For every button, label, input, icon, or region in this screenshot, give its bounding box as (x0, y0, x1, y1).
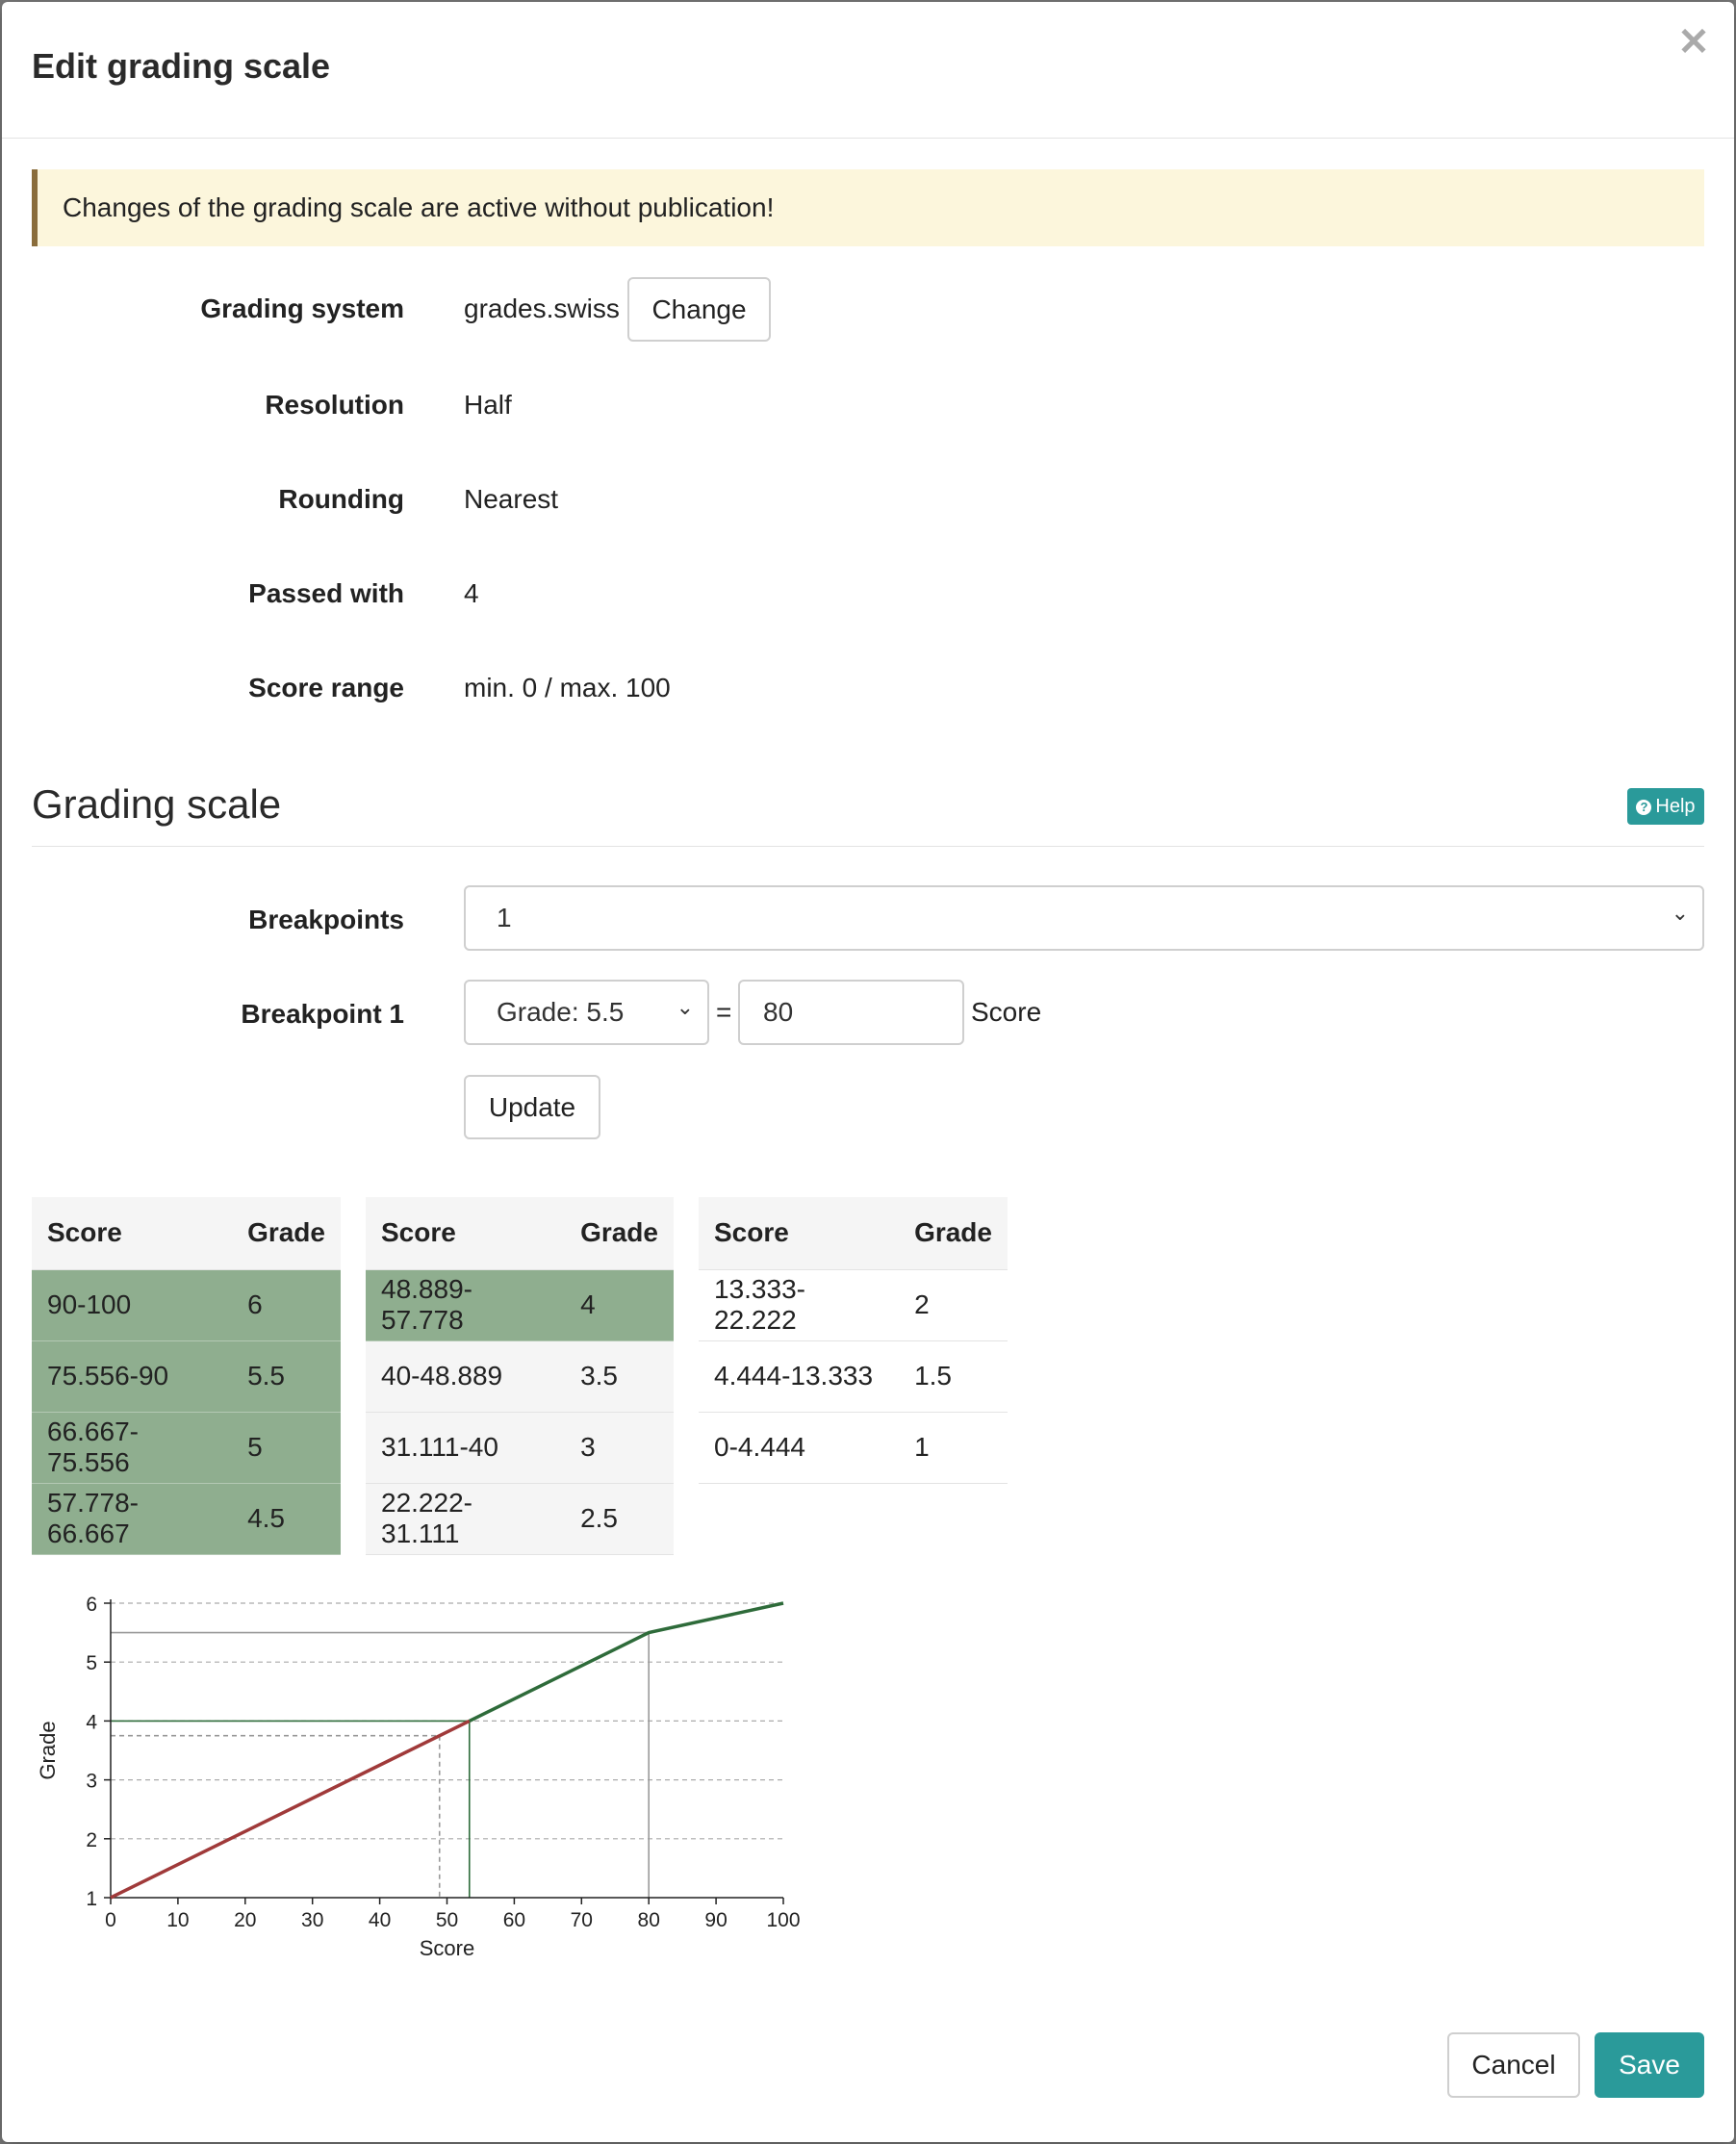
y-tick-label: 5 (86, 1652, 97, 1675)
resolution-value: Half (464, 390, 512, 420)
grade-cell: 4 (565, 1269, 674, 1340)
x-tick-label: 10 (166, 1909, 190, 1931)
x-axis-label: Score (419, 1936, 475, 1960)
x-tick-label: 20 (234, 1909, 257, 1931)
breakpoint-1-score-value: 80 (763, 997, 794, 1027)
save-button[interactable]: Save (1595, 2032, 1704, 2098)
grade-cell: 1 (899, 1412, 1008, 1483)
help-icon: ? (1636, 800, 1651, 815)
section-divider (32, 846, 1704, 847)
x-tick-label: 100 (766, 1909, 801, 1931)
equals-sign: = (716, 997, 732, 1027)
x-tick-label: 70 (570, 1909, 593, 1931)
grade-cell: 3 (565, 1412, 674, 1483)
y-tick-label: 4 (86, 1711, 97, 1734)
table-row (32, 1340, 341, 1412)
x-tick-label: 60 (502, 1909, 526, 1931)
table-row (699, 1340, 1008, 1412)
x-tick-label: 80 (637, 1909, 660, 1931)
y-tick-label: 1 (86, 1888, 97, 1910)
chevron-down-icon: ⌄ (676, 995, 694, 1019)
chevron-down-icon: ⌄ (1671, 901, 1689, 925)
grade-cell: 1.5 (899, 1340, 1008, 1412)
breakpoint-1-label: Breakpoint 1 (241, 999, 404, 1029)
score-range-cell: 13.333-22.222 (699, 1269, 899, 1340)
series-line-1 (111, 1721, 470, 1898)
score-range-cell: 90-100 (32, 1269, 232, 1340)
score-range-cell: 57.778-66.667 (32, 1483, 232, 1554)
warning-text: Changes of the grading scale are active without publication! (63, 192, 775, 222)
grade-table-2 (366, 1197, 674, 1555)
column-header-grade: Grade (565, 1197, 674, 1269)
table-row (32, 1483, 341, 1554)
dialog-header (2, 2, 1734, 139)
grading-system-label: Grading system (200, 294, 404, 323)
table-row (366, 1340, 674, 1412)
score-unit-label: Score (971, 997, 1042, 1027)
passed-with-label: Passed with (248, 578, 404, 608)
table-row (366, 1269, 674, 1340)
grade-cell: 5 (232, 1412, 341, 1483)
table-row (32, 1269, 341, 1340)
breakpoint-1-score-input[interactable] (738, 980, 964, 1045)
score-range-cell: 4.444-13.333 (699, 1340, 899, 1412)
score-range-cell: 0-4.444 (699, 1412, 899, 1483)
y-axis-label: Grade (36, 1721, 60, 1780)
edit-grading-scale-dialog (2, 2, 1734, 2142)
breakpoints-selected-value: 1 (497, 903, 512, 932)
score-range-cell: 75.556-90 (32, 1340, 232, 1412)
column-header-score: Score (699, 1197, 899, 1269)
grade-cell: 3.5 (565, 1340, 674, 1412)
breakpoints-label: Breakpoints (248, 905, 404, 934)
change-grading-system-button[interactable]: Change (627, 277, 771, 342)
column-header-score: Score (366, 1197, 565, 1269)
breakpoint-1-grade-value: Grade: 5.5 (497, 997, 625, 1027)
grade-table-1 (32, 1197, 341, 1555)
table-row (699, 1412, 1008, 1483)
passed-with-value: 4 (464, 578, 479, 608)
score-range-cell: 66.667-75.556 (32, 1412, 232, 1483)
grade-cell: 2.5 (565, 1483, 674, 1554)
x-tick-label: 40 (368, 1909, 392, 1931)
grade-cell: 2 (899, 1269, 1008, 1340)
cancel-button[interactable]: Cancel (1447, 2032, 1580, 2098)
score-range-cell: 31.111-40 (366, 1412, 565, 1483)
rounding-value: Nearest (464, 484, 559, 514)
rounding-label: Rounding (278, 484, 404, 514)
table-row (699, 1269, 1008, 1340)
grading-scale-heading: Grading scale (32, 781, 282, 827)
help-label: Help (1655, 796, 1696, 817)
warning-alert (32, 169, 1704, 246)
column-header-score: Score (32, 1197, 232, 1269)
table-row (366, 1483, 674, 1554)
update-button[interactable]: Update (464, 1075, 600, 1139)
grading-system-value: grades.swiss (464, 294, 620, 323)
column-header-grade: Grade (232, 1197, 341, 1269)
grade-cell: 6 (232, 1269, 341, 1340)
resolution-label: Resolution (265, 390, 404, 420)
y-tick-label: 2 (86, 1828, 97, 1851)
breakpoints-select[interactable] (464, 885, 1704, 951)
grading-scale-chart (31, 1580, 820, 1984)
x-tick-label: 30 (301, 1909, 324, 1931)
close-icon[interactable]: ✕ (1677, 21, 1710, 64)
table-row (366, 1412, 674, 1483)
table-row (32, 1412, 341, 1483)
column-header-grade: Grade (899, 1197, 1008, 1269)
score-range-value: min. 0 / max. 100 (464, 673, 671, 702)
y-tick-label: 6 (86, 1594, 97, 1616)
dialog-title: Edit grading scale (32, 46, 331, 86)
breakpoint-1-grade-select[interactable] (464, 980, 709, 1045)
score-range-label: Score range (248, 673, 404, 702)
grade-cell: 5.5 (232, 1340, 341, 1412)
grade-table-3 (699, 1197, 1008, 1484)
y-tick-label: 3 (86, 1770, 97, 1793)
score-range-cell: 48.889-57.778 (366, 1269, 565, 1340)
score-range-cell: 40-48.889 (366, 1340, 565, 1412)
grade-cell: 4.5 (232, 1483, 341, 1554)
x-tick-label: 50 (435, 1909, 459, 1931)
x-tick-label: 0 (105, 1909, 116, 1931)
x-tick-label: 90 (704, 1909, 728, 1931)
score-range-cell: 22.222-31.111 (366, 1483, 565, 1554)
help-button[interactable] (1627, 788, 1704, 825)
